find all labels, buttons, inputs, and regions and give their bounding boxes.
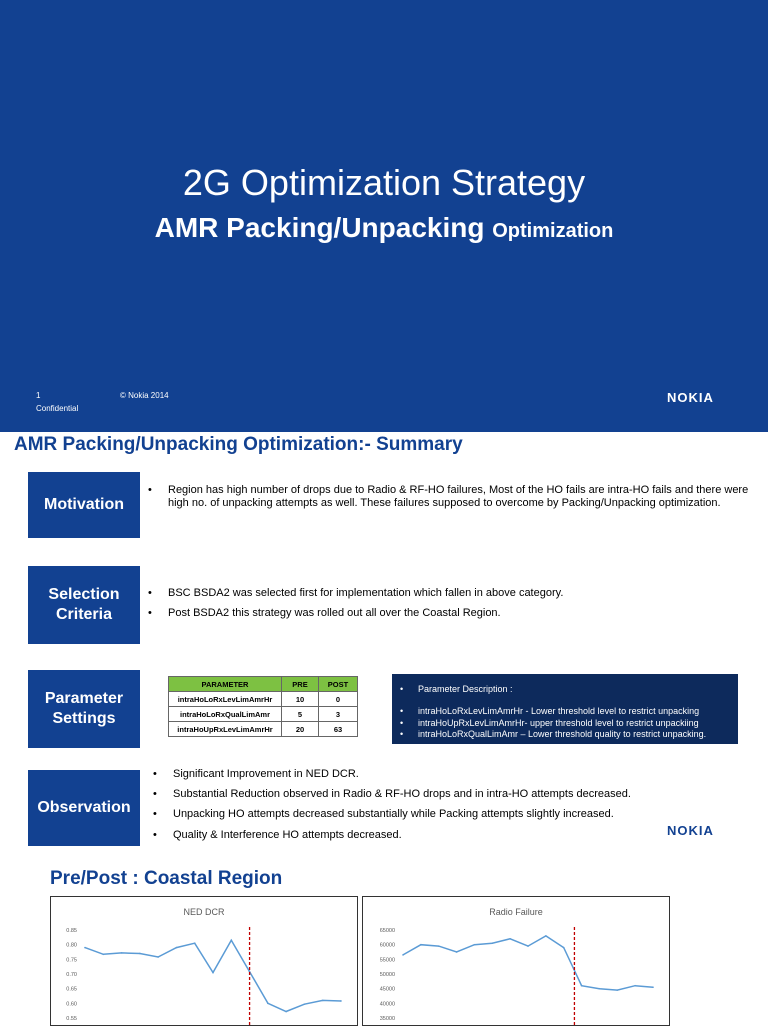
data-point [267, 1003, 269, 1005]
y-tick-label: 0.75 [66, 957, 77, 964]
y-tick-label: 0.60 [66, 1001, 77, 1008]
y-tick-label: 40000 [379, 1001, 395, 1008]
data-point [402, 954, 404, 956]
data-point [212, 972, 214, 974]
data-point [545, 935, 547, 937]
selection-label-line2: Criteria [55, 606, 112, 623]
motivation-label: Motivation [44, 496, 124, 513]
table-header-cell: PRE [282, 677, 319, 692]
summary-title: AMR Packing/Unpacking Optimization:- Summary [14, 434, 463, 455]
motivation-bullet: • Region has high number of drops due to Radio & RF-HO failures, Most of the HO fails are intra-HO fails and there were high no. of unpacking attempts as well. These failures supposed to overcome by Packing/Unpacking optimization. [148, 484, 749, 509]
y-tick-label: 0.85 [66, 928, 77, 934]
data-point [285, 1011, 287, 1013]
table-header-cell: POST [319, 677, 358, 692]
data-point [599, 988, 601, 990]
data-point [121, 952, 123, 954]
subtitle-main: AMR Packing/Unpacking [154, 212, 485, 243]
data-point [194, 942, 196, 944]
series-line [403, 936, 653, 990]
table-row [169, 707, 358, 722]
selection-label-line1: Selection [48, 586, 120, 603]
page-number: 1 [36, 391, 41, 400]
data-point [157, 956, 159, 958]
y-tick-label: 35000 [379, 1016, 395, 1022]
parameter-table [168, 676, 358, 737]
data-point [474, 944, 476, 946]
parameter-label-line1: Parameter [44, 690, 124, 707]
observation-bullet: • Substantial Reduction observed in Radio & RF-HO drops and in intra-HO attempts decreased. [153, 788, 631, 800]
data-point [230, 939, 232, 941]
y-tick-label: 0.55 [66, 1016, 77, 1022]
table-cell: 20 [282, 722, 319, 737]
table-cell: 63 [319, 722, 358, 737]
selection-box [28, 566, 140, 644]
chart-title: Radio Failure [489, 907, 543, 917]
y-tick-label: 60000 [379, 942, 395, 949]
data-point [456, 951, 458, 953]
selection-bullet: • Post BSDA2 this strategy was rolled out all over the Coastal Region. [148, 607, 501, 619]
table-cell: 10 [282, 692, 319, 707]
data-point [563, 947, 565, 949]
table-cell: intraHoLoRxLevLimAmrHr [169, 692, 282, 707]
y-tick-label: 55000 [379, 957, 395, 964]
table-cell: intraHoLoRxQualLimAmr [169, 707, 282, 722]
confidential-label: Confidential [36, 404, 79, 413]
parameter-box [28, 670, 140, 748]
ned-dcr-chart-svg [51, 897, 357, 1025]
y-tick-label: 65000 [379, 928, 395, 934]
coastal-region-title: Pre/Post : Coastal Region [50, 868, 283, 889]
data-point [139, 953, 141, 955]
data-point [509, 938, 511, 940]
nokia-logo: NOKIA [667, 390, 714, 405]
data-point [491, 942, 493, 944]
slide-title: 2G Optimization Strategy [182, 162, 586, 203]
data-point [616, 989, 618, 991]
data-point [634, 985, 636, 987]
data-point [420, 944, 422, 946]
y-tick-label: 0.65 [66, 986, 77, 993]
parameter-description-panel: • Parameter Description : • intraHoLoRxLevLimAmrHr - Lower threshold level to restrict unpacking • intraHoUpRxLevLimAmrHr- upper threshold level to restrict unpackiing • intraHoLoRxQualLimAmr – Lower threshold quality to restrict unpacking. [392, 674, 738, 744]
motivation-box [28, 472, 140, 538]
data-point [322, 1000, 324, 1002]
table-cell: 0 [319, 692, 358, 707]
summary-slide [0, 432, 768, 1024]
observation-bullet: • Significant Improvement in NED DCR. [153, 768, 359, 780]
parameter-label-line2: Settings [52, 710, 116, 727]
data-point [84, 947, 86, 949]
chart-title: NED DCR [183, 907, 225, 917]
y-tick-label: 45000 [379, 986, 395, 993]
table-cell: 3 [319, 707, 358, 722]
description-line: intraHoLoRxQualLimAmr – Lower threshold quality to restrict unpacking. [418, 729, 707, 739]
table-header-cell: PARAMETER [169, 677, 282, 692]
table-header-row [169, 677, 358, 692]
data-point [438, 945, 440, 947]
slide-subtitle [0, 212, 768, 244]
description-title: Parameter Description : [418, 684, 513, 694]
title-slide [0, 0, 768, 432]
ned-dcr-chart [50, 896, 358, 1026]
radio-failure-chart-svg [363, 897, 669, 1025]
y-tick-label: 50000 [379, 972, 395, 978]
data-point [527, 945, 529, 947]
copyright-text: © Nokia 2014 [120, 391, 169, 400]
data-point [652, 986, 654, 988]
nokia-logo: NOKIA [667, 823, 714, 838]
observation-label: Observation [37, 799, 131, 816]
table-cell: 5 [282, 707, 319, 722]
data-point [581, 985, 583, 987]
series-line [85, 940, 341, 1011]
subtitle-small: Optimization [492, 220, 614, 242]
data-point [304, 1003, 306, 1005]
y-tick-label: 0.80 [66, 942, 77, 949]
table-row [169, 692, 358, 707]
y-tick-label: 0.70 [66, 972, 77, 978]
data-point [102, 954, 104, 956]
radio-failure-chart [362, 896, 670, 1026]
table-cell: intraHoUpRxLevLimAmrHr [169, 722, 282, 737]
data-point [176, 947, 178, 949]
observation-bullet: • Quality & Interference HO attempts decreased. [153, 829, 402, 841]
data-point [340, 1000, 342, 1002]
observation-bullet: • Unpacking HO attempts decreased substantially while Packing attempts slightly increased. [153, 808, 614, 820]
description-line: intraHoUpRxLevLimAmrHr- upper threshold level to restrict unpackiing [418, 718, 699, 728]
selection-bullet: • BSC BSDA2 was selected first for implementation which fallen in above category. [148, 587, 564, 599]
table-row [169, 722, 358, 737]
observation-box [28, 770, 140, 846]
description-line: intraHoLoRxLevLimAmrHr - Lower threshold level to restrict unpacking [418, 706, 700, 716]
